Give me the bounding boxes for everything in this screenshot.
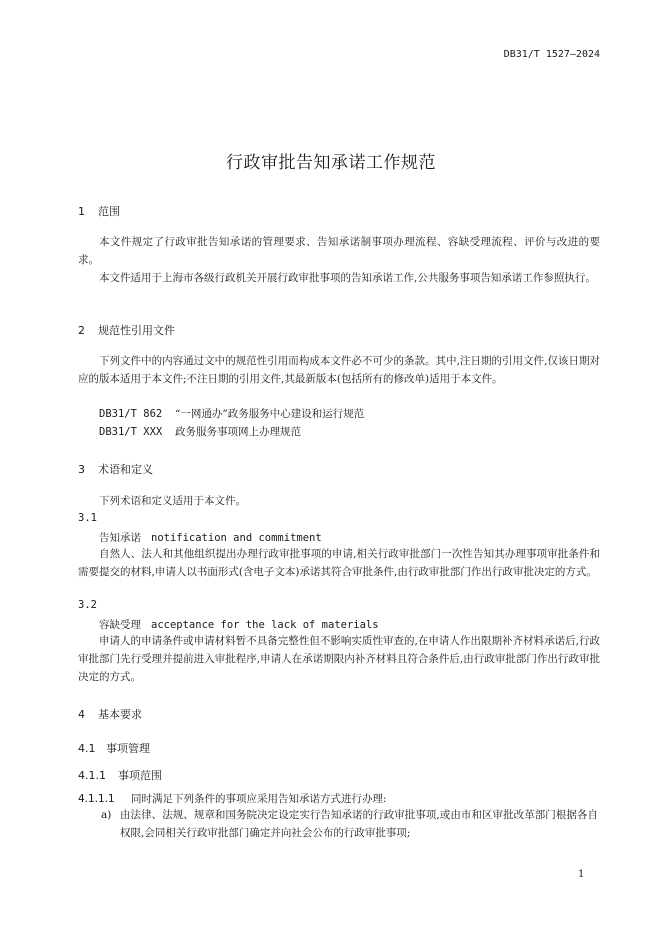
reference-item bbox=[99, 424, 301, 439]
clause-text: 同时满足下列条件的事项应采用告知承诺方式进行办理: bbox=[131, 793, 387, 805]
section-number: 3 bbox=[78, 463, 85, 476]
list-marker: a) bbox=[101, 809, 112, 821]
doc-code-header: DB31/T 1527—2024 bbox=[503, 49, 600, 60]
term-definition: 申请人的申请条件或申请材料暂不具备完整性但不影响实质性审查的,在申请人作出限期补齐材料承诺后,行政审批部门先行受理并提前进入审批程序,申请人在承诺期限内补齐材料且符合条件后,由行政审批部门作出行政审批决定的方式。 bbox=[78, 635, 600, 683]
section-1-paragraph-2: 本文件适用于上海市各级行政机关开展行政审批事项的告知承诺工作,公共服务事项告知承诺工作参照执行。 bbox=[99, 272, 596, 284]
section-title: 范围 bbox=[98, 205, 120, 218]
section-4-heading bbox=[78, 706, 142, 722]
term-number: 3.1 bbox=[78, 512, 97, 524]
section-3-heading bbox=[78, 461, 153, 477]
term-english: notification and commitment bbox=[151, 532, 322, 544]
term-chinese: 容缺受理 bbox=[99, 619, 141, 631]
term-number: 3.2 bbox=[78, 599, 97, 611]
section-2-heading bbox=[78, 322, 175, 338]
page-number: 1 bbox=[578, 869, 585, 880]
subsection-number: 4.1.1 bbox=[78, 769, 106, 782]
subsection-title: 事项管理 bbox=[106, 742, 150, 755]
term-heading bbox=[99, 617, 379, 632]
term-definition: 自然人、法人和其他组织提出办理行政审批事项的申请,相关行政审批部门一次性告知其办理事项审批条件和需要提交的材料,申请人以书面形式(含电子文本)承诺其符合审批条件,由行政审批部门作出行政审批决定的方式。 bbox=[78, 548, 600, 578]
reference-code: DB31/T XXX bbox=[99, 426, 163, 438]
section-title: 基本要求 bbox=[98, 708, 142, 721]
document-title: 行政审批告知承诺工作规范 bbox=[226, 153, 436, 173]
section-1-paragraph-1: 本文件规定了行政审批告知承诺的管理要求、告知承诺制事项办理流程、容缺受理流程、评价与改进的要求。 bbox=[78, 236, 600, 266]
subsection-4-1-heading bbox=[78, 740, 150, 756]
section-number: 2 bbox=[78, 324, 85, 337]
term-english: acceptance for the lack of materials bbox=[151, 619, 379, 631]
subsection-title: 事项范围 bbox=[118, 769, 162, 782]
section-3-intro: 下列术语和定义适用于本文件。 bbox=[99, 495, 246, 507]
section-number: 4 bbox=[78, 708, 85, 721]
term-heading bbox=[99, 530, 322, 545]
subsection-number: 4.1 bbox=[78, 742, 96, 755]
list-item: 由法律、法规、规章和国务院决定设定实行告知承诺的行政审批事项,或由市和区审批改革部门根据各自权限,会同相关行政审批部门确定并向社会公布的行政审批事项; bbox=[120, 809, 598, 839]
reference-title: “一网通办”政务服务中心建设和运行规范 bbox=[175, 408, 365, 420]
term-chinese: 告知承诺 bbox=[99, 532, 141, 544]
section-number: 1 bbox=[78, 205, 85, 218]
section-2-paragraph-1: 下列文件中的内容通过文中的规范性引用而构成本文件必不可少的条款。其中,注日期的引用文件,仅该日期对应的版本适用于本文件;不注日期的引用文件,其最新版本(包括所有的修改单)适用于本文件。 bbox=[78, 355, 600, 385]
reference-item bbox=[99, 406, 364, 421]
subsection-4-1-1-heading bbox=[78, 767, 162, 783]
section-title: 术语和定义 bbox=[98, 463, 153, 476]
reference-title: 政务服务事项网上办理规范 bbox=[175, 426, 301, 438]
clause-number: 4.1.1.1 bbox=[78, 793, 115, 805]
section-title: 规范性引用文件 bbox=[98, 324, 175, 337]
clause-4-1-1-1 bbox=[78, 791, 387, 806]
section-1-heading bbox=[78, 203, 120, 219]
reference-code: DB31/T 862 bbox=[99, 408, 163, 420]
